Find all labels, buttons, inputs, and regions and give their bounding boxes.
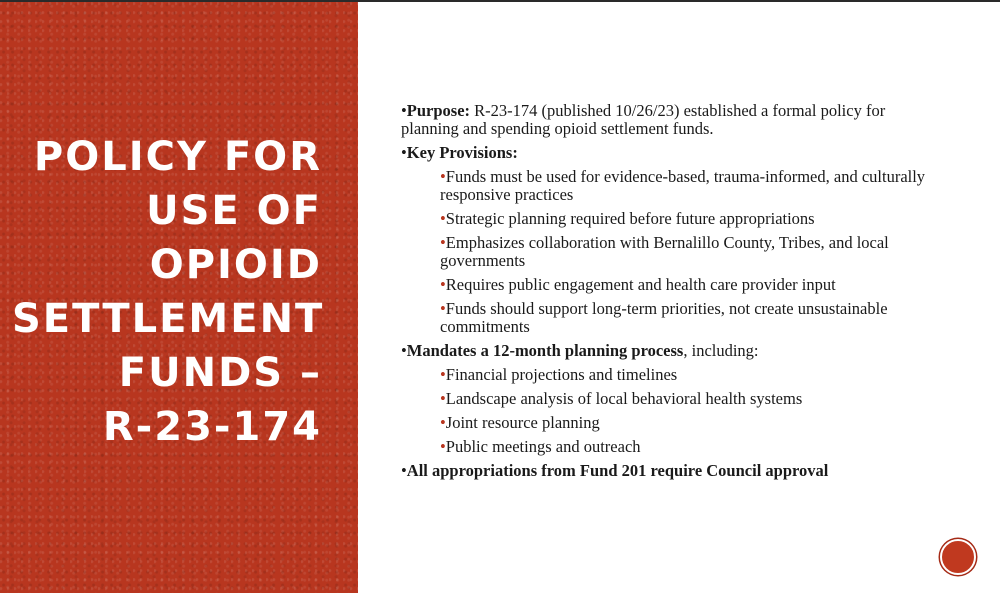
provision-text: Funds should support long-term priorities, not create unsustainable commitments bbox=[440, 299, 888, 336]
mandate-text: Financial projections and timelines bbox=[445, 365, 678, 384]
bullet-glyph: • bbox=[440, 437, 446, 456]
bullet-glyph: • bbox=[440, 389, 446, 408]
slide-nav-button[interactable] bbox=[940, 539, 976, 575]
final-bullet bbox=[401, 462, 931, 480]
mandate-item bbox=[440, 390, 931, 408]
title-panel bbox=[0, 2, 358, 593]
bullet-glyph: • bbox=[440, 233, 446, 252]
key-provisions-bullet bbox=[401, 144, 931, 162]
mandates-text: , including: bbox=[683, 341, 759, 360]
provision-item bbox=[440, 276, 931, 294]
provision-text: Emphasizes collaboration with Bernalillo County, Tribes, and local governments bbox=[440, 233, 889, 270]
provision-text: Strategic planning required before future appropriations bbox=[445, 209, 815, 228]
provision-text: Funds must be used for evidence-based, trauma-informed, and culturally responsive practices bbox=[440, 167, 926, 204]
mandates-label: Mandates a 12-month planning process bbox=[406, 341, 684, 360]
provision-item bbox=[440, 210, 931, 228]
bullet-glyph: • bbox=[401, 461, 407, 480]
purpose-text: R-23-174 (published 10/26/23) established a formal policy for planning and spending opioid settlement funds. bbox=[401, 101, 886, 138]
bullet-glyph: • bbox=[440, 167, 446, 186]
bullet-glyph: • bbox=[401, 101, 407, 120]
mandates-bullet bbox=[401, 342, 931, 360]
provision-item bbox=[440, 168, 931, 204]
final-bullet-text: All appropriations from Fund 201 require Council approval bbox=[406, 461, 829, 480]
provision-text: Requires public engagement and health care provider input bbox=[445, 275, 836, 294]
mandate-item bbox=[440, 414, 931, 432]
provision-item bbox=[440, 300, 931, 336]
purpose-label: Purpose: bbox=[406, 101, 471, 120]
bullet-glyph: • bbox=[440, 365, 446, 384]
bullet-glyph: • bbox=[440, 299, 446, 318]
mandate-text: Joint resource planning bbox=[445, 413, 600, 432]
mandate-item bbox=[440, 366, 931, 384]
provision-item bbox=[440, 234, 931, 270]
bullet-glyph: • bbox=[401, 143, 407, 162]
key-provisions-label: Key Provisions: bbox=[406, 143, 518, 162]
bullet-glyph: • bbox=[440, 275, 446, 294]
bullet-glyph: • bbox=[440, 413, 446, 432]
bullet-glyph: • bbox=[401, 341, 407, 360]
mandate-text: Public meetings and outreach bbox=[445, 437, 641, 456]
slide-title: POLICY FOR USE OF OPIOID SETTLEMENT FUNDS – R-23-174 bbox=[12, 134, 325, 450]
mandate-item bbox=[440, 438, 931, 456]
slide-content bbox=[401, 102, 931, 486]
bullet-glyph: • bbox=[440, 209, 446, 228]
mandate-text: Landscape analysis of local behavioral health systems bbox=[445, 389, 803, 408]
purpose-bullet bbox=[401, 102, 931, 138]
